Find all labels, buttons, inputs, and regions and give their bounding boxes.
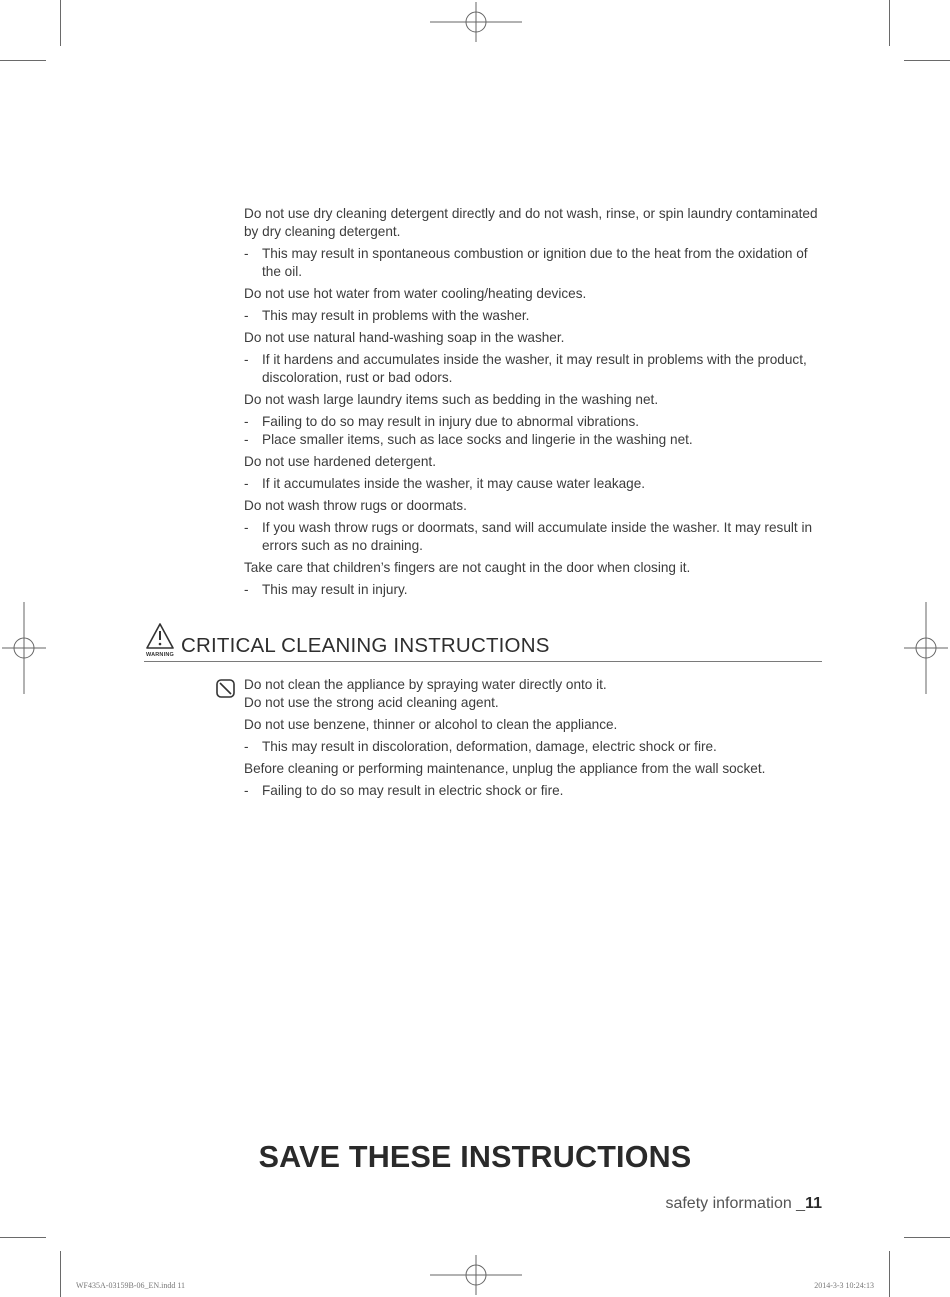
dash-marker: -	[244, 352, 249, 367]
dash-marker: -	[244, 582, 249, 597]
crop-mark	[0, 1237, 46, 1238]
safety-statement: Take care that children’s fingers are not caught in the door when closing it.	[244, 560, 691, 575]
crop-mark	[904, 1237, 950, 1238]
dash-marker: -	[244, 520, 249, 535]
crop-mark	[0, 60, 46, 61]
safety-note-text: If it hardens and accumulates inside the washer, it may result in problems with the product, discoloration, rust or bad odors.	[262, 352, 807, 385]
safety-note-text: Place smaller items, such as lace socks and lingerie in the washing net.	[262, 432, 693, 447]
crop-mark	[904, 60, 950, 61]
crop-mark	[889, 1251, 890, 1297]
dash-marker: -	[244, 783, 249, 798]
safety-note	[244, 431, 824, 449]
safety-note-text: This may result in problems with the washer.	[262, 308, 530, 323]
cleaning-note	[244, 738, 824, 756]
page-footer	[665, 1195, 822, 1213]
crop-mark	[889, 0, 890, 46]
registration-mark-icon	[430, 2, 522, 42]
cleaning-note	[244, 782, 824, 800]
safety-note	[244, 245, 824, 281]
crop-mark	[60, 0, 61, 46]
page-number: 11	[805, 1195, 822, 1212]
registration-mark-icon	[904, 602, 948, 694]
dash-marker: -	[244, 414, 249, 429]
crop-mark	[60, 1251, 61, 1297]
safety-note-text: This may result in spontaneous combustion or ignition due to the heat from the oxidation of the oil.	[262, 246, 808, 279]
registration-mark-icon	[430, 1255, 522, 1295]
safety-statement: Do not use hardened detergent.	[244, 454, 436, 469]
warning-triangle-icon	[144, 621, 176, 651]
safety-note	[244, 475, 824, 493]
safety-note-text: Failing to do so may result in injury due to abnormal vibrations.	[262, 414, 640, 429]
safety-note	[244, 581, 824, 599]
dash-marker: -	[244, 476, 249, 491]
dash-marker: -	[244, 432, 249, 447]
safety-statement: Do not wash throw rugs or doormats.	[244, 498, 467, 513]
cleaning-statement: Do not clean the appliance by spraying water directly onto it.	[244, 677, 607, 692]
safety-statement: Do not use dry cleaning detergent directly and do not wash, rinse, or spin laundry contaminated by dry cleaning detergent.	[244, 206, 818, 239]
save-instructions-title: SAVE THESE INSTRUCTIONS	[258, 1140, 692, 1174]
warning-badge	[144, 621, 176, 661]
section-title: CRITICAL CLEANING INSTRUCTIONS	[181, 634, 550, 657]
cleaning-note-text: This may result in discoloration, deformation, damage, electric shock or fire.	[262, 739, 717, 754]
cleaning-list	[244, 676, 824, 804]
safety-statement: Do not use hot water from water cooling/heating devices.	[244, 286, 587, 301]
safety-note-text: This may result in injury.	[262, 582, 408, 597]
print-slug-file: WF435A-03159B-06_EN.indd 11	[76, 1281, 186, 1290]
safety-note	[244, 307, 824, 325]
dash-marker: -	[244, 308, 249, 323]
warning-label: WARNING	[146, 652, 174, 658]
safety-list	[244, 205, 824, 603]
safety-note	[244, 519, 824, 555]
safety-statement: Do not use natural hand-washing soap in the washer.	[244, 330, 565, 345]
cleaning-statement: Do not use the strong acid cleaning agent.	[244, 695, 499, 710]
print-slug-timestamp: 2014-3-3 10:24:13	[814, 1281, 874, 1290]
section-heading	[144, 621, 822, 662]
cleaning-note-text: Failing to do so may result in electric shock or fire.	[262, 783, 564, 798]
cleaning-statement: Before cleaning or performing maintenance, unplug the appliance from the wall socket.	[244, 761, 766, 776]
dash-marker: -	[244, 246, 249, 261]
safety-note-text: If you wash throw rugs or doormats, sand will accumulate inside the washer. It may result in errors such as no draining.	[262, 520, 813, 553]
no-symbol-icon	[216, 679, 235, 698]
registration-mark-icon	[2, 602, 46, 694]
cleaning-statement: Do not use benzene, thinner or alcohol to clean the appliance.	[244, 717, 618, 732]
dash-marker: -	[244, 739, 249, 754]
footer-section-label: safety information _	[665, 1195, 806, 1212]
safety-note-text: If it accumulates inside the washer, it may cause water leakage.	[262, 476, 646, 491]
safety-note	[244, 351, 824, 387]
safety-statement: Do not wash large laundry items such as bedding in the washing net.	[244, 392, 659, 407]
safety-note	[244, 413, 824, 431]
